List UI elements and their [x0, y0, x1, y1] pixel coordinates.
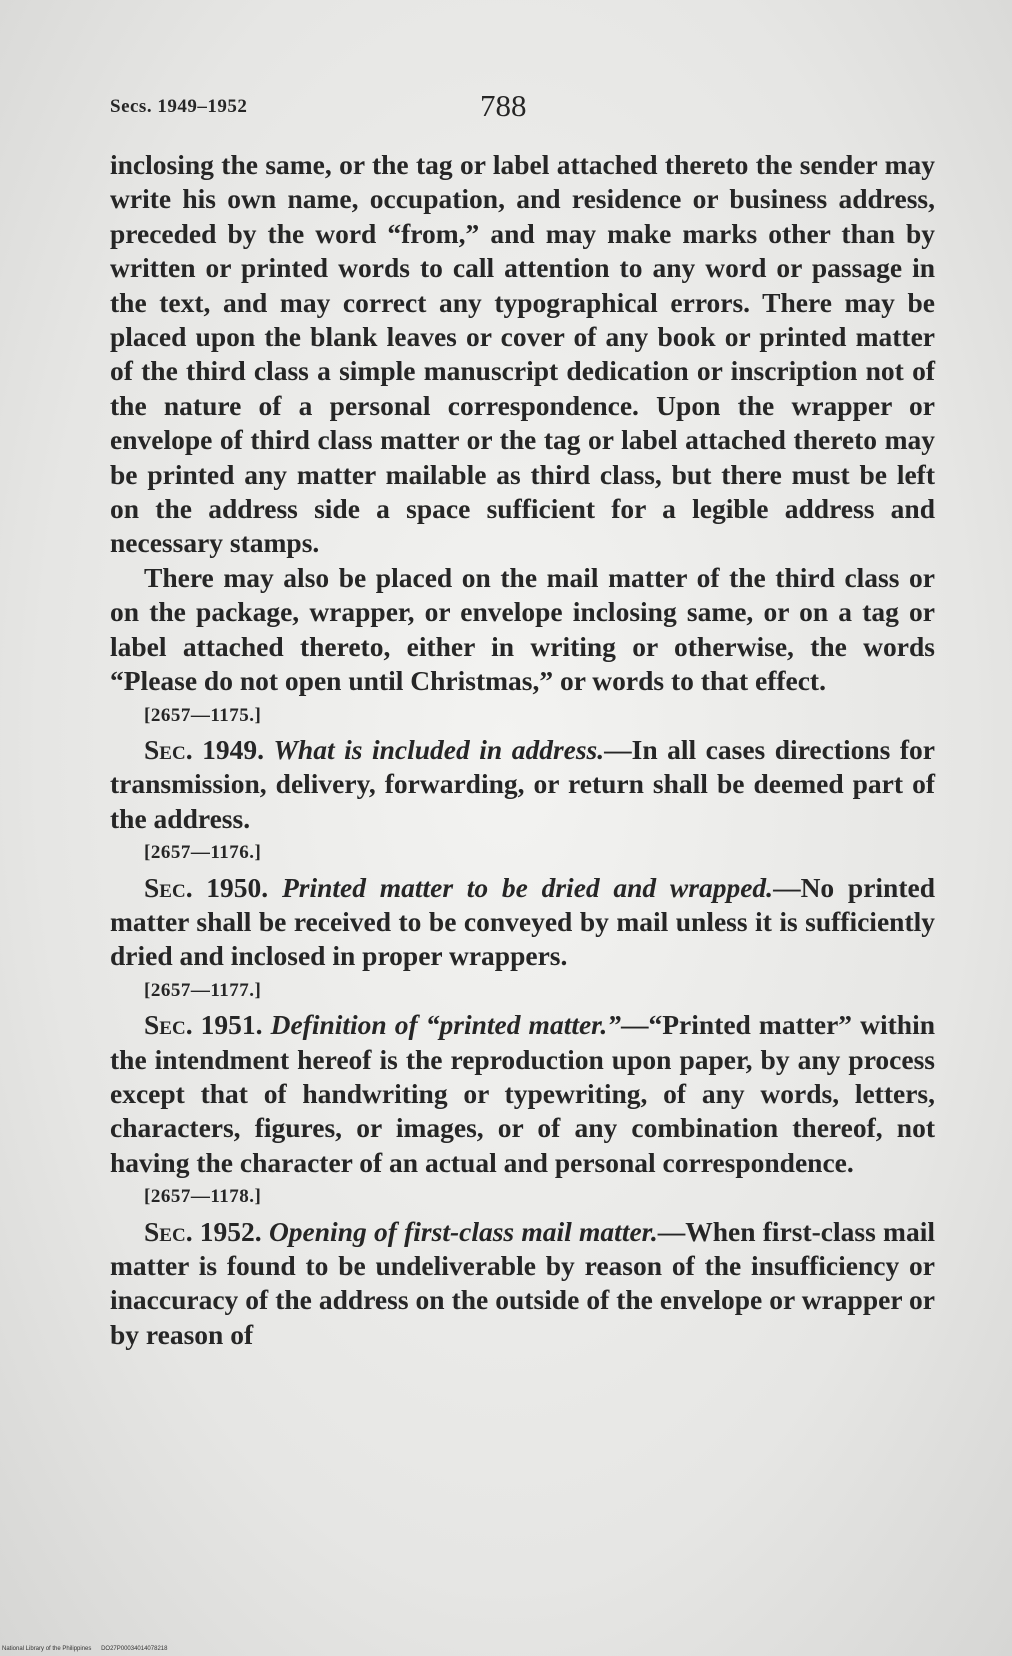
section-number: Sec. 1952. [144, 1215, 262, 1247]
section-heading: What is included in address. [273, 733, 605, 765]
citation: [2657—1175.] [144, 704, 262, 726]
citation: [2657—1178.] [144, 1186, 262, 1208]
paragraph: inclosing the same, or the tag or label attached thereto the sender may write his own name, occupation, and residence or business address, preceded by the word “from,” and may make marks other than by written or printed words to call attention to any word or passage in the text, and may correct any typographical errors. There may be placed upon the blank leaves or cover of any book or printed matter of the third class a simple manuscript dedication or inscription not of the nature of a personal correspondence. Upon the wrapper or envelope of third class matter or the tag or label attached thereto may be printed any matter mailable as third class, but there must be left on the address side a space sufficient for a legible address and necessary stamps. [110, 149, 935, 559]
section-text: —No printed matter shall be received to be conveyed by mail unless it is sufficiently dried and inclosed in proper wrappers. [110, 871, 936, 972]
section-text: —In all cases directions for transmission, delivery, forwarding, or return shall be deemed part of the address. [110, 733, 935, 834]
section-paragraph [110, 871, 935, 974]
section-heading: Opening of first-class mail matter. [268, 1215, 658, 1247]
section-paragraph [110, 733, 935, 836]
paragraph: There may also be placed on the mail matter of the third class or on the package, wrapper, or envelope inclosing same, or on a tag or label attached thereto, either in writing or otherwise, the words “Please do not open until Christmas,” or words to that effect. [110, 561, 935, 697]
section-number: Sec. 1951. [144, 1009, 263, 1041]
section-text: —When first-class mail matter is found to be undeliverable by reason of the insufficiency or inaccuracy of the address on the outside of the envelope or wrapper or by reason of [110, 1215, 935, 1350]
section-number: Sec. 1950. [144, 871, 269, 903]
scan-identifier: DO27P00034014078218 [101, 1646, 168, 1652]
section-number: Sec. 1949. [144, 733, 264, 765]
body-text [110, 148, 935, 1352]
library-credit: National Library of the Philippines [2, 1646, 92, 1652]
running-header-sections: Secs. 1949–1952 [110, 96, 248, 117]
page-number: 788 [480, 88, 527, 123]
section-paragraph [110, 1008, 935, 1180]
section-text: —“Printed matter” within the intendment hereof is the reproduction upon paper, by any process except that of handwriting or typewriting, of any words, letters, characters, figures, or images, or of any combination thereof, not having the character of an actual and personal correspondence. [110, 1009, 936, 1178]
citation: [2657—1177.] [144, 979, 262, 1001]
section-heading: Printed matter to be dried and wrapped. [281, 871, 774, 903]
section-paragraph [110, 1215, 935, 1353]
scan-footer [2, 1646, 175, 1652]
section-heading: Definition of “printed matter.” [270, 1009, 621, 1041]
citation: [2657—1176.] [144, 842, 262, 864]
